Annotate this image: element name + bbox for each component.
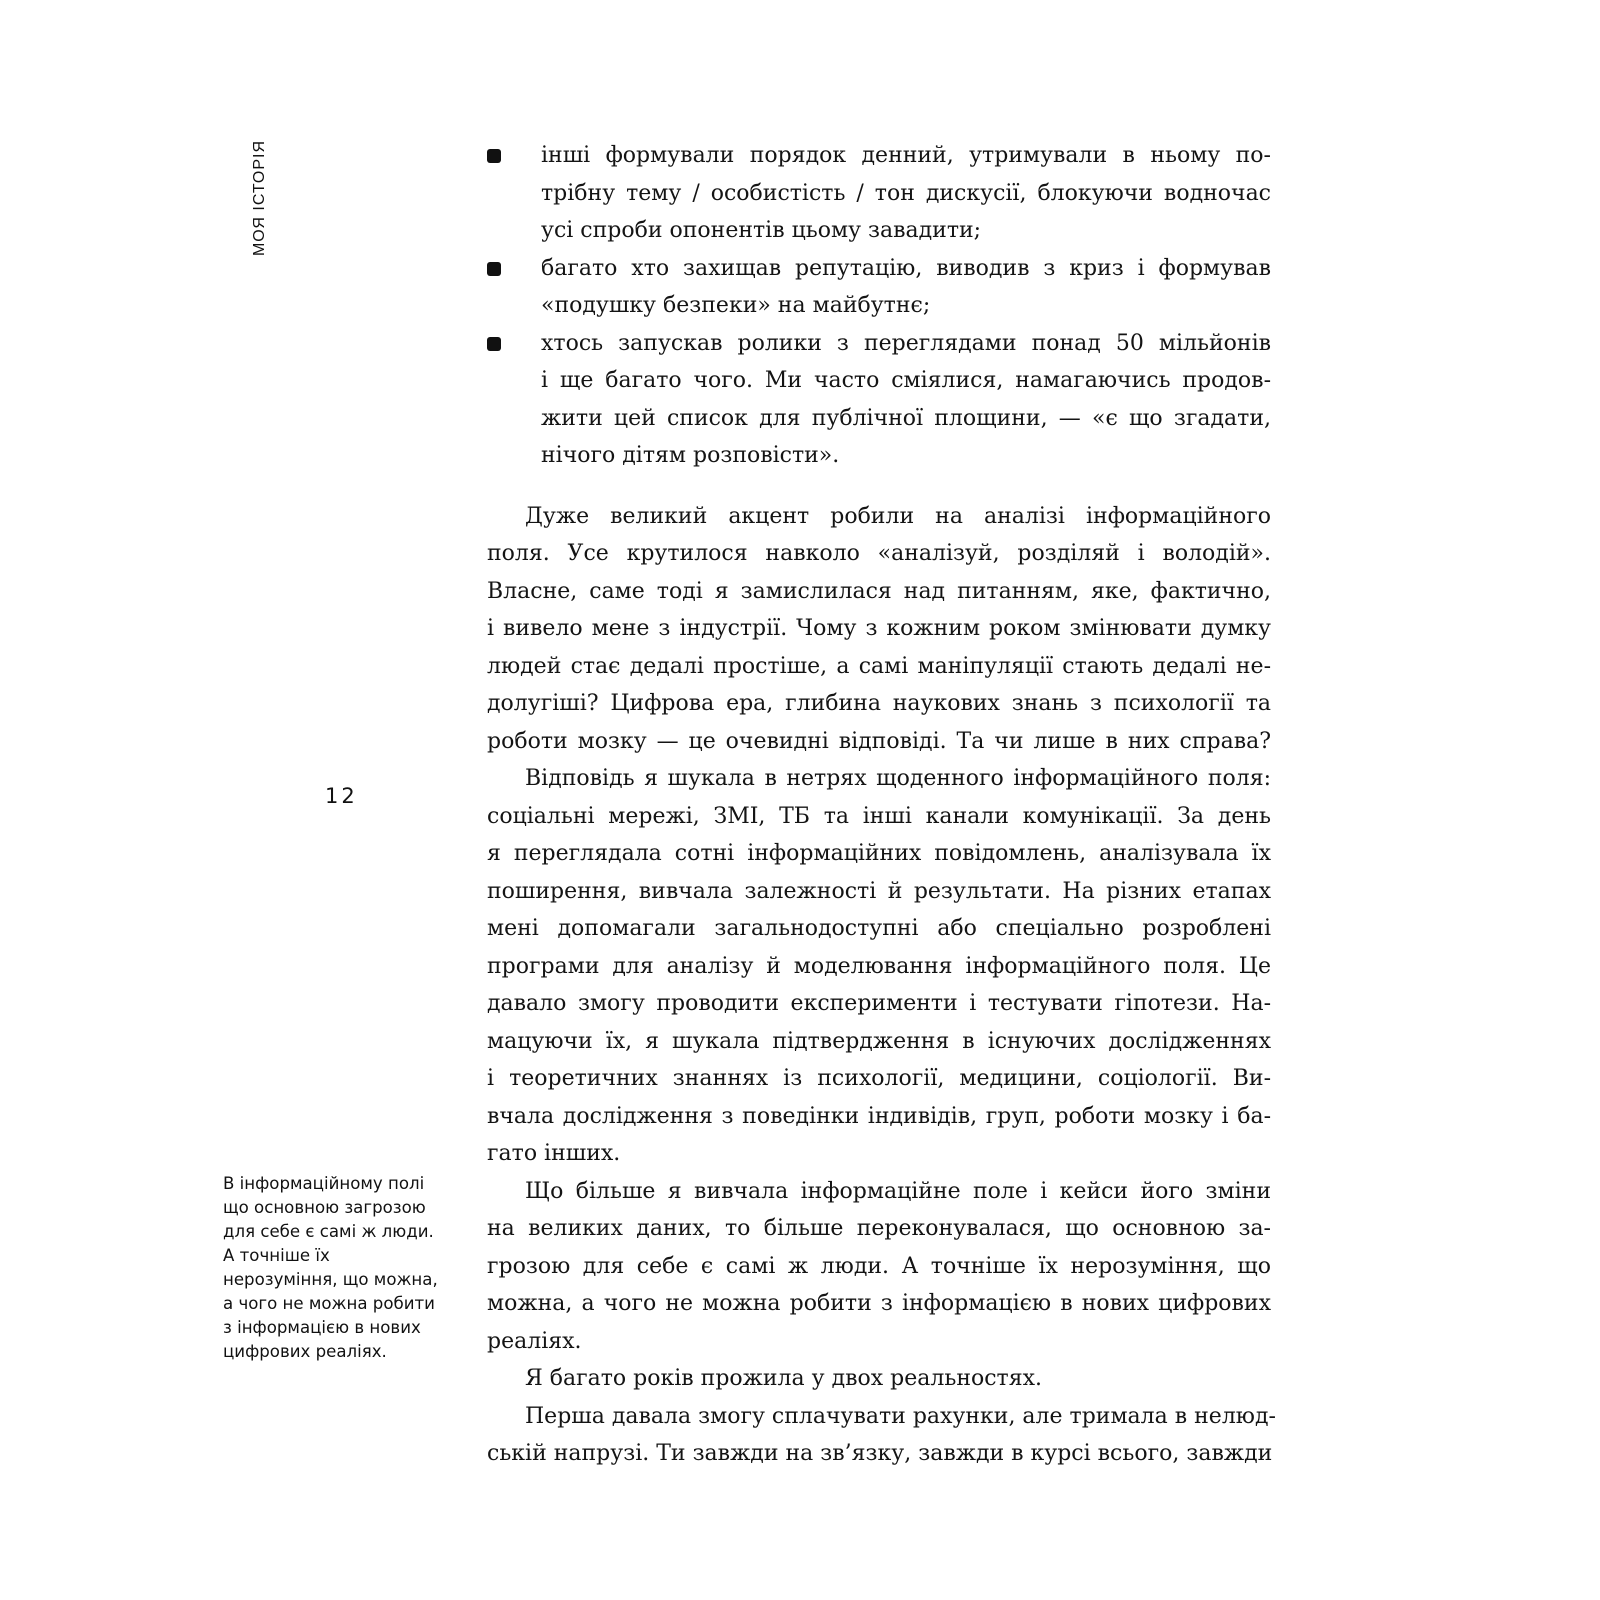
paragraph [487, 760, 1271, 1173]
text-line: людей стає дедалі простіше, а самі маніпуляції стають дедалі не- [487, 653, 1271, 679]
margin-note-line: цифрових реаліях. [223, 1342, 387, 1361]
margin-note-line: А точніше їх [223, 1246, 330, 1265]
paragraph [487, 1173, 1271, 1361]
text-line: я переглядала сотні інформаційних повідомлень, аналізувала їх [487, 841, 1271, 866]
paragraph [487, 1360, 1271, 1398]
text-line: і ще багато чого. Ми часто сміялися, намагаючись продов- [541, 368, 1271, 393]
text-line: мені допомагали загальнодоступні або спеціально розроблені [487, 916, 1271, 941]
bullet-list [487, 137, 1271, 475]
text-line: багато хто захищав репутацію, виводив з криз і формував [541, 255, 1271, 281]
text-line: Перша давала змогу сплачувати рахунки, але тримала в нелюд- [525, 1403, 1276, 1429]
bullet-item [487, 325, 1271, 475]
text-line: Відповідь я шукала в нетрях щоденного інформаційного поля: [525, 766, 1271, 791]
text-line: поширення, вивчала залежності й результати. На різних етапах [487, 878, 1271, 904]
page-number: 12 [325, 784, 358, 808]
bullet-item [487, 250, 1271, 325]
text-line: на великих даних, то більше переконувалася, що основною за- [487, 1216, 1271, 1241]
text-line: поля. Усе крутилося навколо «аналізуй, розділяй і володій». [487, 541, 1271, 566]
paragraph [487, 498, 1271, 761]
margin-note-line: нерозуміння, що можна, [223, 1270, 438, 1289]
margin-note-line: В інформаційному полі [223, 1174, 425, 1193]
text-line: усі спроби опонентів цьому завадити; [541, 218, 982, 243]
bullet-marker-icon [487, 149, 501, 163]
margin-note [223, 1172, 453, 1364]
text-line: долугіші? Цифрова ера, глибина наукових знань з психології та [487, 691, 1271, 716]
running-head [248, 136, 272, 260]
text-line: Дуже великий акцент робили на аналізі інформаційного [525, 503, 1271, 529]
text-line: нічого дітям розповісти». [541, 443, 840, 468]
text-line: мацуючи їх, я шукала підтвердження в існуючих дослідженнях [487, 1028, 1271, 1054]
text-line: реаліях. [487, 1328, 582, 1354]
bullet-marker-icon [487, 337, 501, 351]
section-gap [487, 475, 1271, 498]
text-line: і вивело мене з індустрії. Чому з кожним роком змінювати думку [487, 616, 1271, 641]
text-line: гато інших. [487, 1141, 621, 1166]
running-head-text: МОЯ ІСТОРІЯ [251, 139, 268, 257]
text-line: інші формували порядок денний, утримували в ньому по- [541, 143, 1271, 168]
paragraph [487, 1398, 1276, 1473]
text-line: Що більше я вивчала інформаційне поле і кейси його зміни [525, 1178, 1271, 1204]
text-line: вчала дослідження з поведінки індивідів, груп, роботи мозку і ба- [487, 1103, 1271, 1129]
margin-note-line: з інформацією в нових [223, 1318, 421, 1337]
text-line: трібну тему / особистість / тон дискусії, блокуючи водночас [541, 180, 1271, 206]
bullet-marker-icon [487, 262, 501, 276]
margin-note-line: що основною загрозою [223, 1198, 426, 1217]
text-line: хтось запускав ролики з переглядами понад 50 мільйонів [541, 330, 1271, 356]
text-line: програми для аналізу й моделювання інформаційного поля. Це [487, 953, 1271, 979]
text-line: можна, а чого не можна робити з інформацією в нових цифрових [487, 1291, 1271, 1316]
text-line: Я багато років прожила у двох реальностях. [525, 1366, 1043, 1391]
text-line: жити цей список для публічної площини, — «є що згадати, [541, 405, 1271, 431]
text-line: Власне, саме тоді я замислилася над питанням, яке, фактично, [487, 578, 1271, 604]
text-line: соціальні мережі, ЗМІ, ТБ та інші канали комунікації. За день [487, 803, 1271, 829]
text-line: роботи мозку — це очевидні відповіді. Та чи лише в них справа? [487, 728, 1271, 754]
text-line: грозою для себе є самі ж люди. А точніше їх нерозуміння, що [487, 1253, 1271, 1279]
text-line: ській напрузі. Ти завжди на зв’язку, завжди в курсі всього, завжди [487, 1441, 1273, 1466]
text-line: давало змогу проводити експерименти і тестувати гіпотези. На- [487, 991, 1271, 1016]
text-line: «подушку безпеки» на майбутнє; [541, 293, 931, 318]
margin-note-line: для себе є самі ж люди. [223, 1222, 434, 1241]
margin-note-line: а чого не можна робити [223, 1294, 435, 1313]
body-text [487, 137, 1276, 1473]
bullet-item [487, 137, 1271, 250]
text-line: і теоретичних знаннях із психології, медицини, соціології. Ви- [487, 1066, 1271, 1091]
